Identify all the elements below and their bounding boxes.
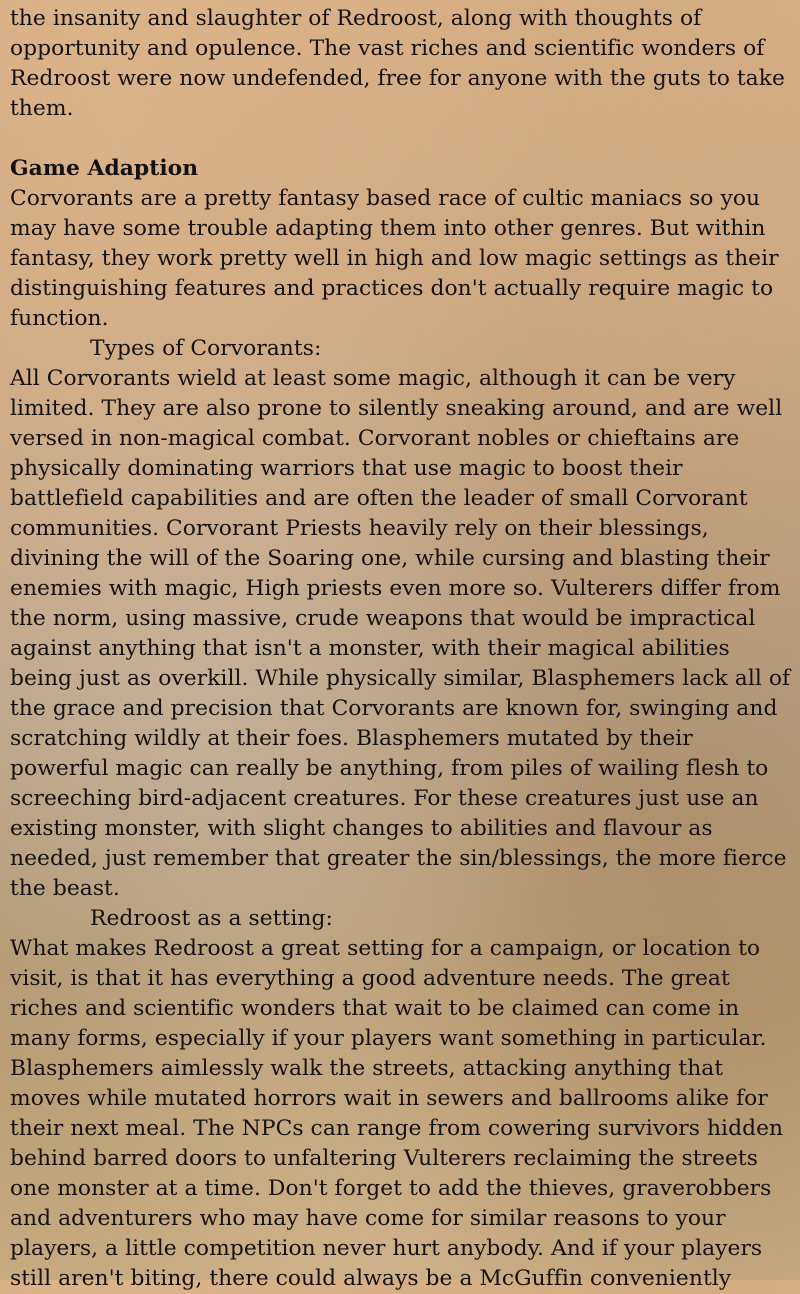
section-body: Corvorants are a pretty fantasy based race of cultic maniacs so you may have some trouble adapting them into other genres. But within fantasy, they work pretty well in high and low magic settings as their distinguishing features and practices don't actually require magic to function.	[10, 186, 779, 331]
document-page	[10, 4, 796, 1294]
intro-paragraph: the insanity and slaughter of Redroost, along with thoughts of opportunity and opulence. The vast riches and scientific wonders of Redroost were now undefended, free for anyone with the guts to take them.	[10, 6, 785, 121]
paragraph-spacer	[10, 124, 796, 154]
setting-body: What makes Redroost a great setting for a campaign, or location to visit, is that it has everything a good adventure needs. The great riches and scientific wonders that wait to be claimed can come in many forms, especially if your players want something in particular. Blasphemers aimlessly walk the streets, attacking anything that moves while mutated horrors wait in sewers and ballrooms alike for their next meal. The NPCs can range from cowering survivors hidden behind barred doors to unfaltering Vulterers reclaiming the streets one monster at a time. Don't forget to add the thieves, graverobbers and adventurers who may have come for similar reasons to your players, a little competition never hurt anybody. And if your players still aren't biting, there could always be a McGuffin conveniently	[10, 936, 784, 1291]
types-body: All Corvorants wield at least some magic, although it can be very limited. They are also prone to silently sneaking around, and are well versed in non-magical combat. Corvorant nobles or chieftains are physically dominating warriors that use magic to boost their battlefield capabilities and are often the leader of small Corvorant communities. Corvorant Priests heavily rely on their blessings, divining the will of the Soaring one, while cursing and blasting their enemies with magic, High priests even more so. Vulterers differ from the norm, using massive, crude weapons that would be impractical against anything that isn't a monster, with their magical abilities being just as overkill. While physically similar, Blasphemers lack all of the grace and precision that Corvorants are known for, swinging and scratching wildly at their foes. Blasphemers mutated by their powerful magic can really be anything, from piles of wailing flesh to screeching bird-adjacent creatures. For these creatures just use an existing monster, with slight changes to abilities and flavour as needed, just remember that greater the sin/blessings, the more fierce the beast.	[10, 366, 791, 901]
setting-heading: Redroost as a setting:	[90, 906, 333, 931]
types-heading: Types of Corvorants:	[90, 336, 322, 361]
section-title: Game Adaption	[10, 156, 199, 181]
